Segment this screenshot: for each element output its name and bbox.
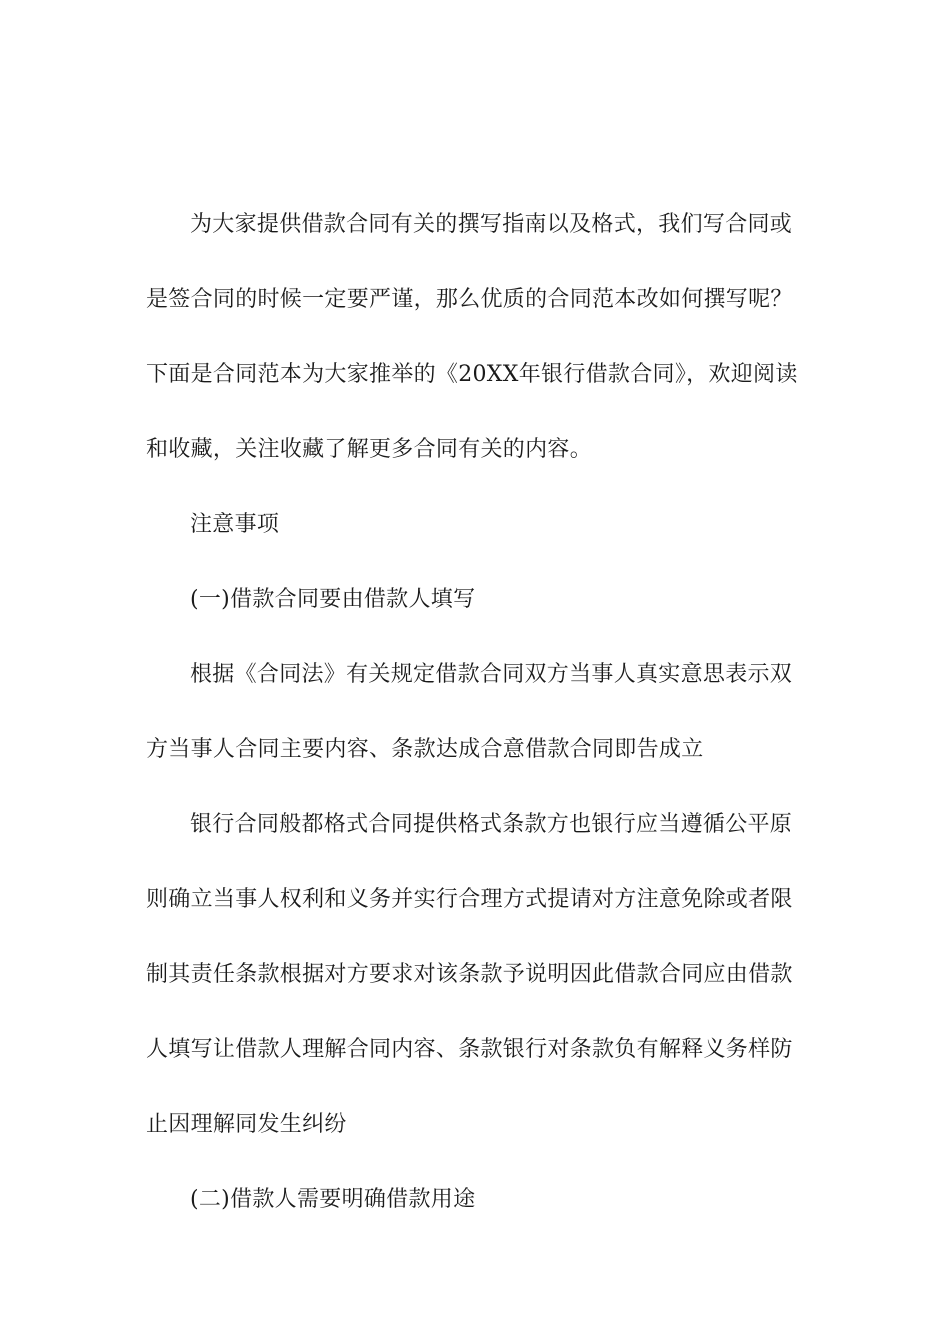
paragraph-2-line-4: 人填写让借款人理解合同内容、条款银行对条款负有解释义务样防 <box>146 1037 793 1062</box>
intro-paragraph-line-2: 是签合同的时候一定要严谨，那么优质的合同范本改如何撰写呢？ <box>146 287 793 312</box>
subsection-heading-1: (一)借款合同要由借款人填写 <box>190 587 476 612</box>
intro-paragraph-line-4: 和收藏，关注收藏了解更多合同有关的内容。 <box>146 437 593 462</box>
paragraph-2-line-2: 则确立当事人权利和义务并实行合理方式提请对方注意免除或者限 <box>146 887 793 912</box>
section-heading-notes: 注意事项 <box>190 512 280 537</box>
intro-paragraph-line-3: 下面是合同范本为大家推举的《20XX年银行借款合同》，欢迎阅读 <box>146 362 798 387</box>
paragraph-2-line-1: 银行合同般都格式合同提供格式条款方也银行应当遵循公平原 <box>190 812 793 837</box>
intro-paragraph-line-1: 为大家提供借款合同有关的撰写指南以及格式，我们写合同或 <box>190 212 793 237</box>
document-body <box>146 203 806 1253</box>
paragraph-2-line-3: 制其责任条款根据对方要求对该条款予说明因此借款合同应由借款 <box>146 962 793 987</box>
paragraph-2-line-5: 止因理解同发生纠纷 <box>146 1112 347 1137</box>
subsection-heading-2: (二)借款人需要明确借款用途 <box>190 1187 476 1212</box>
paragraph-1-line-1: 根据《合同法》有关规定借款合同双方当事人真实意思表示双 <box>190 662 793 687</box>
paragraph-1-line-2: 方当事人合同主要内容、条款达成合意借款合同即告成立 <box>146 737 704 762</box>
